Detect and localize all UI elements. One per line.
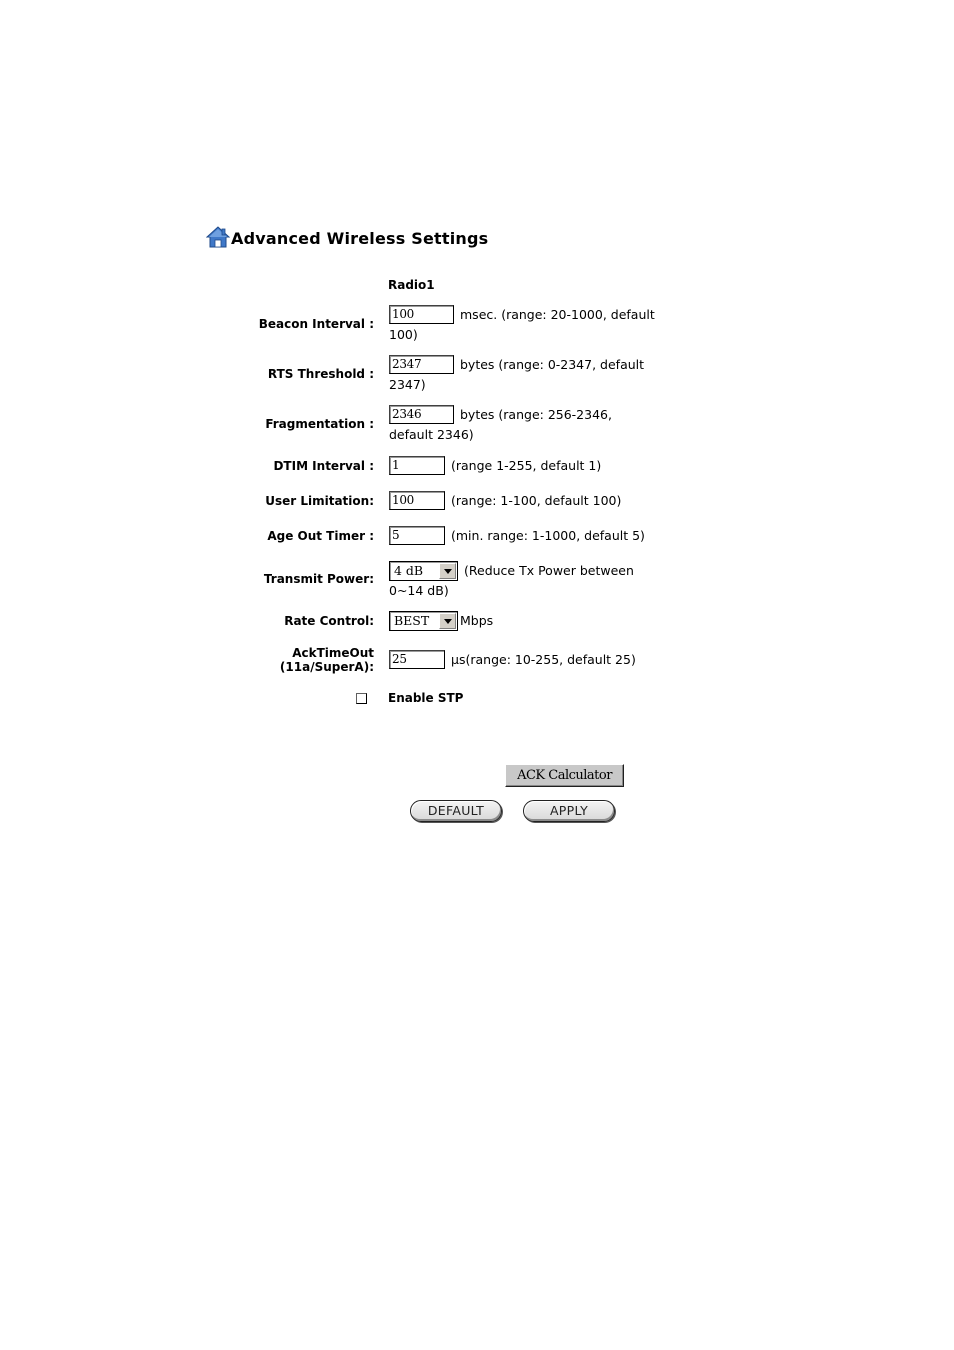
age-out-timer-label: Age Out Timer : <box>267 529 374 543</box>
ack-timeout-label <box>280 646 374 674</box>
beacon-interval-label: Beacon Interval : <box>258 317 374 331</box>
chevron-down-icon[interactable] <box>439 563 456 579</box>
age-out-timer-hint: (min. range: 1-1000, default 5) <box>451 528 645 543</box>
rts-threshold-row <box>389 355 659 395</box>
rate-control-hint: Mbps <box>460 613 494 628</box>
dtim-interval-row <box>389 456 659 476</box>
fragmentation-input[interactable]: 2346 <box>389 405 454 424</box>
user-limitation-label: User Limitation: <box>265 494 374 508</box>
age-out-timer-input[interactable]: 5 <box>389 526 445 545</box>
fragmentation-hint: bytes (range: 256-2346, default 2346) <box>389 407 612 442</box>
default-button[interactable]: DEFAULT <box>410 800 502 822</box>
ack-timeout-label-line2: (11a/SuperA): <box>279 660 374 674</box>
transmit-power-select[interactable] <box>389 561 458 581</box>
transmit-power-row <box>389 561 659 601</box>
dtim-interval-label: DTIM Interval : <box>273 459 374 473</box>
dtim-interval-input[interactable]: 1 <box>389 456 445 475</box>
enable-stp-checkbox[interactable] <box>356 693 367 704</box>
dtim-interval-hint: (range 1-255, default 1) <box>451 458 602 473</box>
rate-control-label: Rate Control: <box>284 614 374 628</box>
page-title <box>206 226 488 248</box>
age-out-timer-row <box>389 526 659 546</box>
ack-timeout-input[interactable]: 25 <box>389 650 445 669</box>
radio-header: Radio1 <box>388 278 435 292</box>
transmit-power-hint: (Reduce Tx Power between 0~14 dB) <box>389 563 634 598</box>
ack-calculator-button[interactable]: ACK Calculator <box>505 764 624 787</box>
rate-control-row <box>389 611 659 631</box>
user-limitation-input[interactable]: 100 <box>389 491 445 510</box>
transmit-power-value: 4 dB <box>394 563 424 578</box>
home-icon[interactable] <box>206 226 230 248</box>
beacon-interval-input[interactable]: 100 <box>389 305 454 324</box>
chevron-down-icon[interactable] <box>439 613 456 629</box>
rate-control-value: BEST <box>394 613 430 628</box>
beacon-interval-hint: msec. (range: 20-1000, default 100) <box>389 307 655 342</box>
user-limitation-hint: (range: 1-100, default 100) <box>451 493 622 508</box>
ack-timeout-row <box>389 650 659 670</box>
rate-control-select[interactable] <box>389 611 458 631</box>
fragmentation-label: Fragmentation : <box>265 417 374 431</box>
rts-threshold-hint: bytes (range: 0-2347, default 2347) <box>389 357 645 392</box>
fragmentation-row <box>389 405 659 445</box>
beacon-interval-row <box>389 305 659 345</box>
apply-button[interactable]: APPLY <box>523 800 615 822</box>
rts-threshold-input[interactable]: 2347 <box>389 355 454 374</box>
ack-timeout-hint: µs(range: 10-255, default 25) <box>451 652 636 667</box>
transmit-power-label: Transmit Power: <box>263 572 374 586</box>
page-title-text: Advanced Wireless Settings <box>231 229 489 248</box>
ack-timeout-label-line1: AckTimeOut <box>292 646 374 660</box>
rts-threshold-label: RTS Threshold : <box>267 367 374 381</box>
user-limitation-row <box>389 491 659 511</box>
enable-stp-label: Enable STP <box>388 691 464 705</box>
